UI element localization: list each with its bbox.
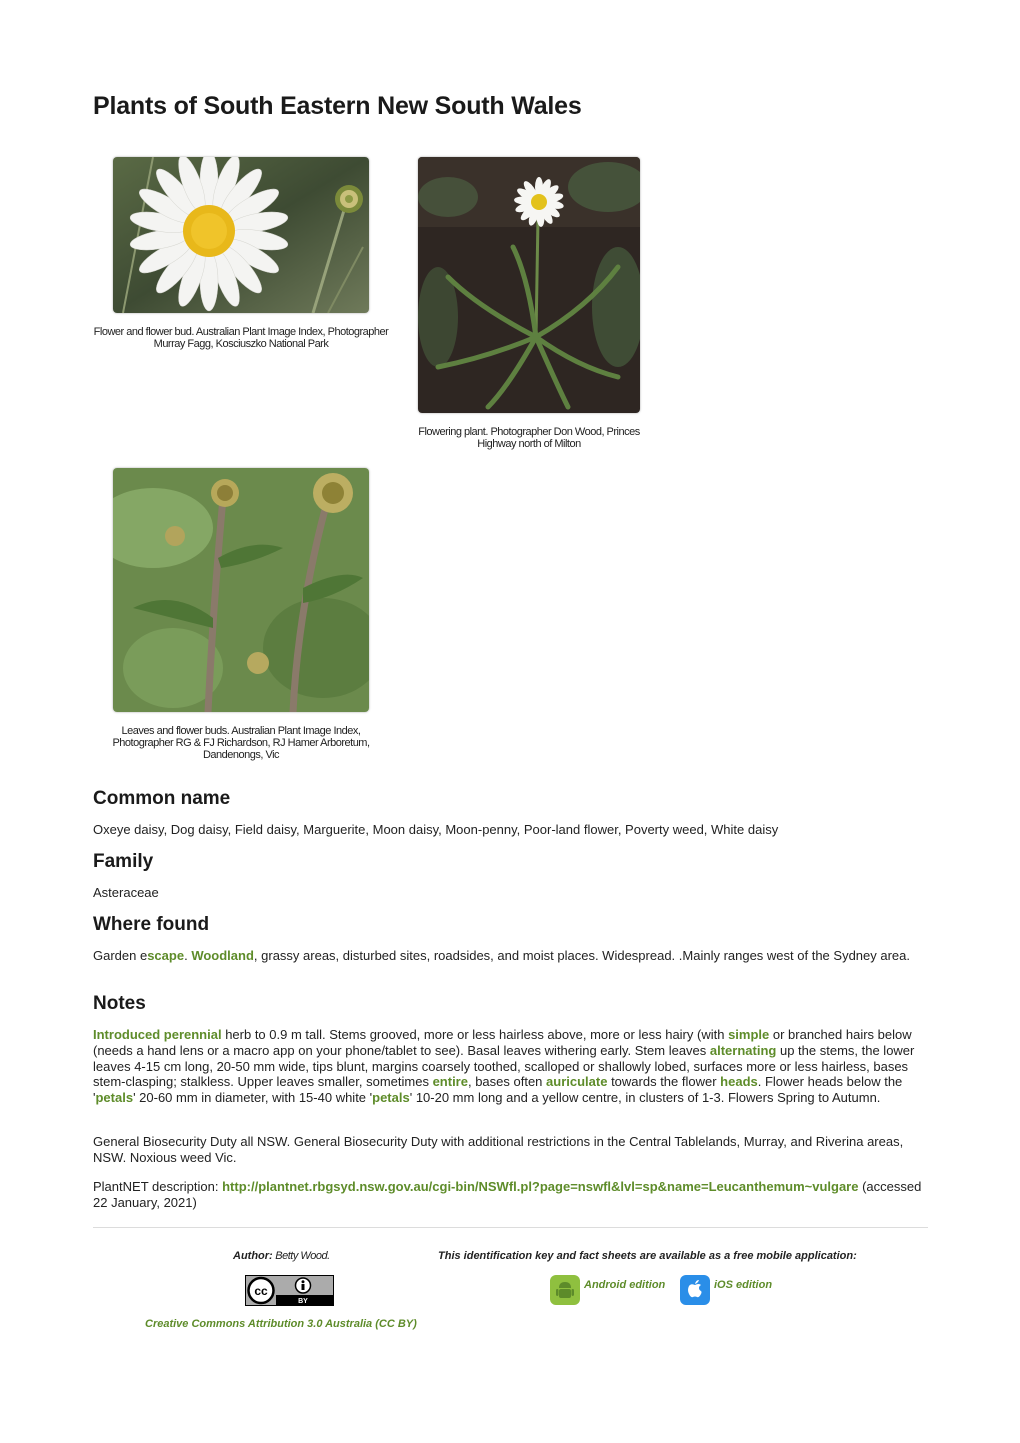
plantnet-description xyxy=(93,1179,928,1211)
where-found-text-part: . xyxy=(184,948,192,963)
notes-text: herb to 0.9 m tall. Stems grooved, more or less hairless above, more or less hairy (with xyxy=(221,1027,729,1042)
glossary-link-escape[interactable]: scape xyxy=(147,948,185,963)
where-found-heading: Where found xyxy=(93,914,210,935)
notes-description xyxy=(93,1027,928,1106)
author-credit xyxy=(233,1250,330,1262)
cc-by-license-badge[interactable] xyxy=(245,1275,334,1306)
glossary-link-alternating[interactable]: alternating xyxy=(709,1042,777,1058)
common-name-heading: Common name xyxy=(93,788,231,809)
notes-text: or branched hairs below (needs a hand lens or a macro app on your phone/tablet to see). Basal leaves withering early. Stem leaves xyxy=(93,1027,912,1058)
family-text: Asteraceae xyxy=(93,885,159,900)
app-availability-note: This identification key and fact sheets are available as a free mobile application: xyxy=(438,1250,857,1262)
flower-photo[interactable] xyxy=(113,157,369,313)
footer-divider xyxy=(93,1227,928,1228)
photo-caption: Flowering plant. Photographer Don Wood, Princes Highway north of Milton xyxy=(418,426,640,450)
notes-text: towards the flower xyxy=(607,1074,721,1090)
glossary-link-simple[interactable]: simple xyxy=(728,1027,770,1042)
ios-edition-link[interactable]: iOS edition xyxy=(714,1279,773,1291)
where-found-text-part: , grassy areas, disturbed sites, roadsides, and moist places. Widespread. .Mainly ranges west of the Sydney area. xyxy=(253,948,911,963)
photo-card-3 xyxy=(105,468,377,761)
where-found-text xyxy=(93,948,928,964)
photo-caption: Flower and flower bud. Australian Plant Image Index, Photographer Murray Fagg, Kosciuszko National Park xyxy=(93,326,389,350)
glossary-link-heads[interactable]: heads xyxy=(720,1074,758,1090)
leaves-photo[interactable] xyxy=(113,468,369,712)
author-name: Betty Wood. xyxy=(272,1250,330,1262)
glossary-link-auriculate[interactable]: auriculate xyxy=(546,1074,608,1090)
plantnet-link[interactable]: http://plantnet.rbgsyd.nsw.gov.au/cgi-bin/NSWfl.pl?page=nswfl&lvl=sp&name=Leucanthemum~vulgare xyxy=(222,1179,859,1194)
accessed-date: (accessed 22 January, 2021) xyxy=(93,1179,922,1210)
family-heading: Family xyxy=(93,851,154,872)
biosecurity-text: General Biosecurity Duty all NSW. General Biosecurity Duty with additional restrictions in the Central Tablelands, Murray, and Riverina areas, NSW. Noxious weed Vic. xyxy=(93,1134,904,1165)
license-link[interactable]: Creative Commons Attribution 3.0 Australia (CC BY) xyxy=(145,1318,417,1330)
plant-photo[interactable] xyxy=(418,157,640,413)
notes-text: . Flower heads below the ' xyxy=(93,1074,903,1106)
photo-caption: Leaves and flower buds. Australian Plant Image Index, Photographer RG & FJ Richardson, RJ Hamer Arboretum, Dandenongs, Vic xyxy=(112,725,370,761)
photo-card-1 xyxy=(93,157,389,350)
page-title: Plants of South Eastern New South Wales xyxy=(93,92,582,120)
notes-text: ' 20-60 mm in diameter, with 15-40 white ' xyxy=(133,1090,373,1106)
android-edition-link[interactable]: Android edition xyxy=(584,1279,666,1291)
glossary-link-woodland[interactable]: Woodland xyxy=(191,948,254,963)
notes-text: , bases often xyxy=(467,1074,547,1090)
photo-card-2 xyxy=(401,157,657,450)
glossary-link-entire[interactable]: entire xyxy=(432,1074,468,1090)
cc-by-text: BY xyxy=(298,1298,308,1305)
plantnet-label: PlantNET description: xyxy=(93,1179,223,1194)
apple-icon[interactable] xyxy=(680,1275,710,1305)
android-icon[interactable] xyxy=(550,1275,580,1305)
author-label: Author: xyxy=(233,1250,273,1262)
glossary-link-introduced-perennial[interactable]: Introduced perennial xyxy=(93,1027,222,1042)
glossary-link-petals[interactable]: petals xyxy=(372,1090,410,1106)
cc-logo-text: cc xyxy=(254,1284,268,1298)
glossary-link-petals[interactable]: petals xyxy=(95,1090,134,1106)
notes-text: ' 10-20 mm long and a yellow centre, in clusters of 1-3. Flowers Spring to Autumn. xyxy=(409,1090,881,1106)
notes-text: up the stems, the lower leaves 4-15 cm long, 20-50 mm wide, tips blunt, margins coarsely toothed, scalloped or shallowly lobed, surfaces more or less hairless, bases stem-clasping; stalkless. Upper leaves smaller, sometimes xyxy=(93,1042,915,1090)
where-found-text-part: Garden e xyxy=(93,948,148,963)
notes-heading: Notes xyxy=(93,993,146,1014)
common-name-text: Oxeye daisy, Dog daisy, Field daisy, Marguerite, Moon daisy, Moon-penny, Poor-land flower, Poverty weed, White daisy xyxy=(93,822,779,837)
